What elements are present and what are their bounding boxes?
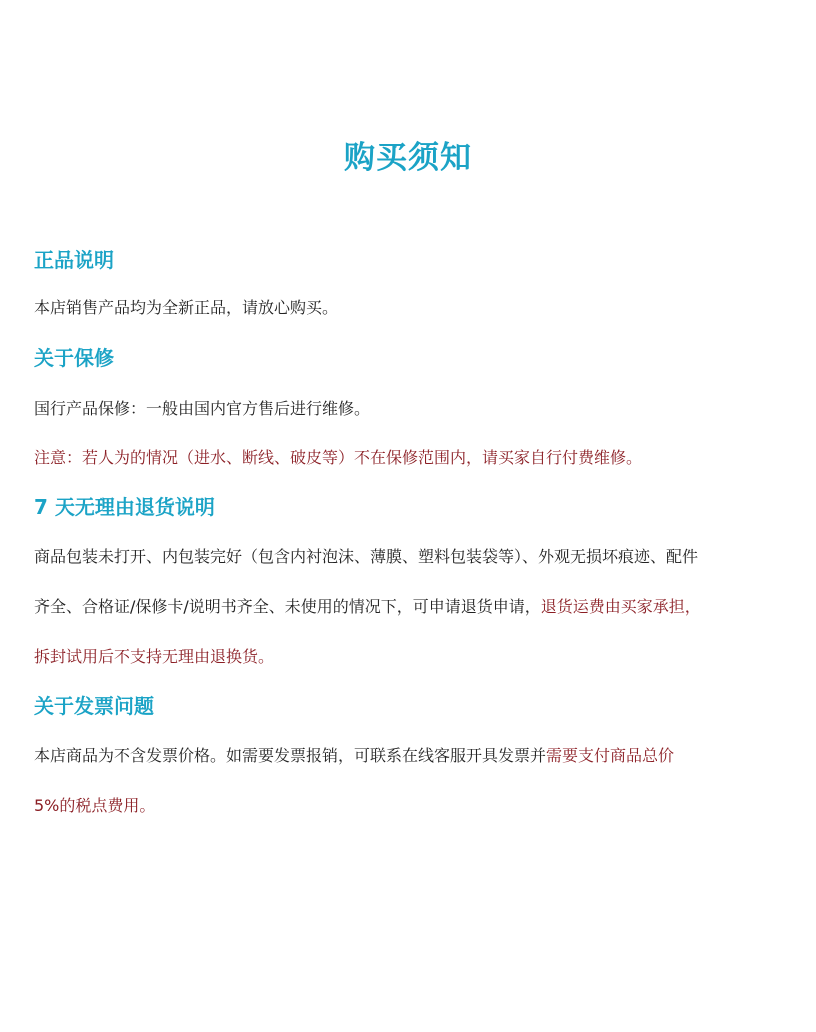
invoice-fee-notice: 需要支付商品总价 (546, 746, 675, 765)
invoice-line-2: 5%的税点费用。 (34, 796, 156, 815)
invoice-line-1 (34, 742, 674, 770)
section-heading-authentic: 正品说明 (34, 248, 114, 272)
section-heading-invoice: 关于发票问题 (34, 694, 154, 718)
return-policy-conditions-text: 齐全、合格证/保修卡/说明书齐全、未使用的情况下，可申请退货申请， (34, 597, 541, 616)
warranty-text: 国行产品保修：一般由国内官方售后进行维修。 (34, 399, 371, 418)
authentic-text: 本店销售产品均为全新正品，请放心购买。 (34, 298, 339, 317)
section-heading-return-policy: 7 天无理由退货说明 (34, 495, 215, 519)
return-policy-line-3: 拆封试用后不支持无理由退换货。 (34, 647, 275, 666)
invoice-text: 本店商品为不含发票价格。如需要发票报销，可联系在线客服开具发票并 (34, 746, 547, 765)
return-policy-line-2 (34, 593, 701, 621)
warranty-notice-text: 注意：若人为的情况（进水、断线、破皮等）不在保修范围内，请买家自行付费维修。 (34, 448, 643, 467)
return-policy-line-1: 商品包装未打开、内包装完好（包含内衬泡沫、薄膜、塑料包装袋等）、外观无损坏痕迹、配件 (34, 547, 699, 566)
section-heading-warranty: 关于保修 (34, 346, 114, 370)
page-title: 购买须知 (344, 140, 472, 176)
return-shipping-notice: 退货运费由买家承担， (540, 597, 701, 616)
